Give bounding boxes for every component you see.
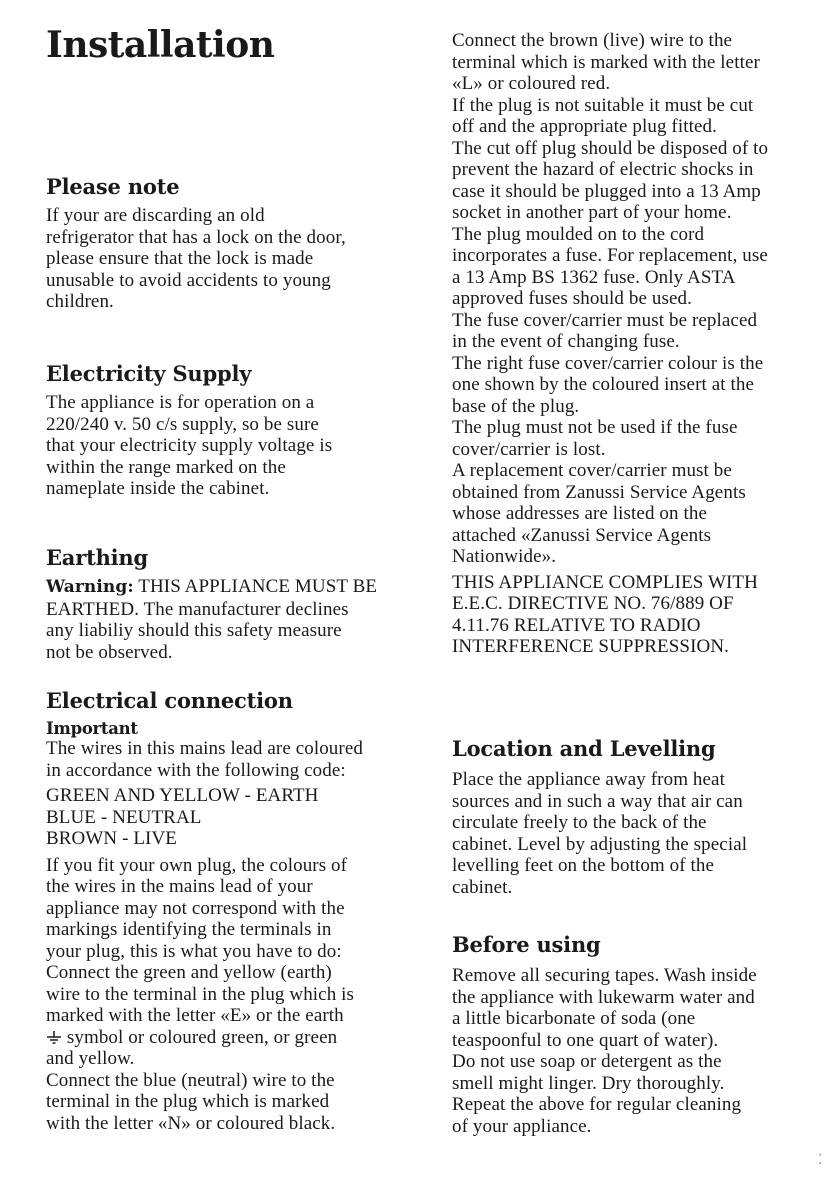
- page-title: Installation: [46, 24, 275, 66]
- before-using-section: [452, 932, 824, 1137]
- earthing-heading: Earthing: [46, 545, 148, 570]
- location-text: Place the appliance away from heat sources and in such a way that air can circulate freely to the back of the cabinet. Level by adjusting the special levelling feet on the bottom of the cabinet.: [452, 769, 748, 898]
- location-section: [452, 736, 824, 898]
- blue-wire-text: Connect the blue (neutral) wire to the terminal in the plug which is marked with the letter «N» or coloured black.: [46, 1069, 336, 1134]
- location-heading: Location and Levelling: [452, 736, 716, 761]
- before-using-heading: Before using: [452, 932, 601, 957]
- electricity-supply-section: [46, 361, 424, 500]
- warning-label: Warning:: [46, 577, 134, 597]
- electricity-supply-heading: Electricity Supply: [46, 361, 252, 386]
- please-note-section: [46, 174, 424, 313]
- plug-instructions-text: Connect the brown (live) wire to the terminal which is marked with the letter «L» or coloured red. If the plug is not suitable it must be cut off and the appropriate plug fitted. The cut off plug should be disposed of to prevent the hazard of electric shocks in case it should be plugged into a 13 Amp socket in another part of your home. The plug moulded on to the cord incorporates a fuse. For replacement, use a 13 Amp BS 1362 fuse. Only ASTA approved fuses should be used. The fuse cover/carrier must be replaced in the event of changing fuse. The right fuse cover/carrier colour is the one shown by the coloured insert at the base of the plug. The plug must not be used if the fuse cover/carrier is lost. A replacement cover/carrier must be obtained from Zanussi Service Agents whose addresses are listed on the attached «Zanussi Service Agents Nationwide».: [452, 30, 769, 567]
- fit-plug-text-a: If you fit your own plug, the colours of the wires in the mains lead of your appliance may not correspond with the markings identifying the terminals in your plug, this is what you have to do: Connect the green and yellow (earth) wire to the terminal in the plug which is marked with the letter «E» or the earth: [46, 854, 355, 1026]
- before-using-text: Remove all securing tapes. Wash inside the appliance with lukewarm water and a little bicarbonate of soda (one teaspoonful to one quart of water). Do not use soap or detergent as the smell might linger. Dry thoroughly. Repeat the above for regular cleaning of your appliance.: [452, 965, 757, 1137]
- scan-artifact-mark: ⁚: [818, 1152, 823, 1168]
- please-note-text: If your are discarding an old refrigerator that has a lock on the door, please ensure that the lock is made unusable to avoid accidents to young children.: [46, 205, 346, 312]
- wire-color-codes: GREEN AND YELLOW - EARTH BLUE - NEUTRAL BROWN - LIVE: [46, 785, 319, 849]
- important-subheading: Important: [46, 719, 138, 738]
- compliance-text: THIS APPLIANCE COMPLIES WITH E.E.C. DIRECTIVE NO. 76/889 OF 4.11.76 RELATIVE TO RADIO INTERFERENCE SUPPRESSION.: [452, 571, 758, 657]
- fit-plug-text-b: symbol or coloured green, or green and yellow.: [46, 1026, 338, 1069]
- warning-text: THIS APPLIANCE MUST BE EARTHED. The manufacturer declines any liabiliy should this safety measure not be observed.: [46, 576, 378, 663]
- fit-plug-text: [46, 855, 424, 1070]
- electricity-supply-text: The appliance is for operation on a 220/240 v. 50 c/s supply, so be sure that your electricity supply voltage is within the range marked on the nameplate inside the cabinet.: [46, 392, 333, 499]
- earth-symbol-icon: [46, 1031, 62, 1045]
- plug-instructions-section: [452, 30, 824, 658]
- wire-code-intro: The wires in this mains lead are coloured in accordance with the following code:: [46, 738, 363, 781]
- earthing-text: [46, 576, 424, 663]
- electrical-connection-section: [46, 688, 424, 1134]
- electrical-connection-heading: Electrical connection: [46, 688, 293, 713]
- earthing-section: [46, 545, 424, 663]
- please-note-heading: Please note: [46, 174, 180, 199]
